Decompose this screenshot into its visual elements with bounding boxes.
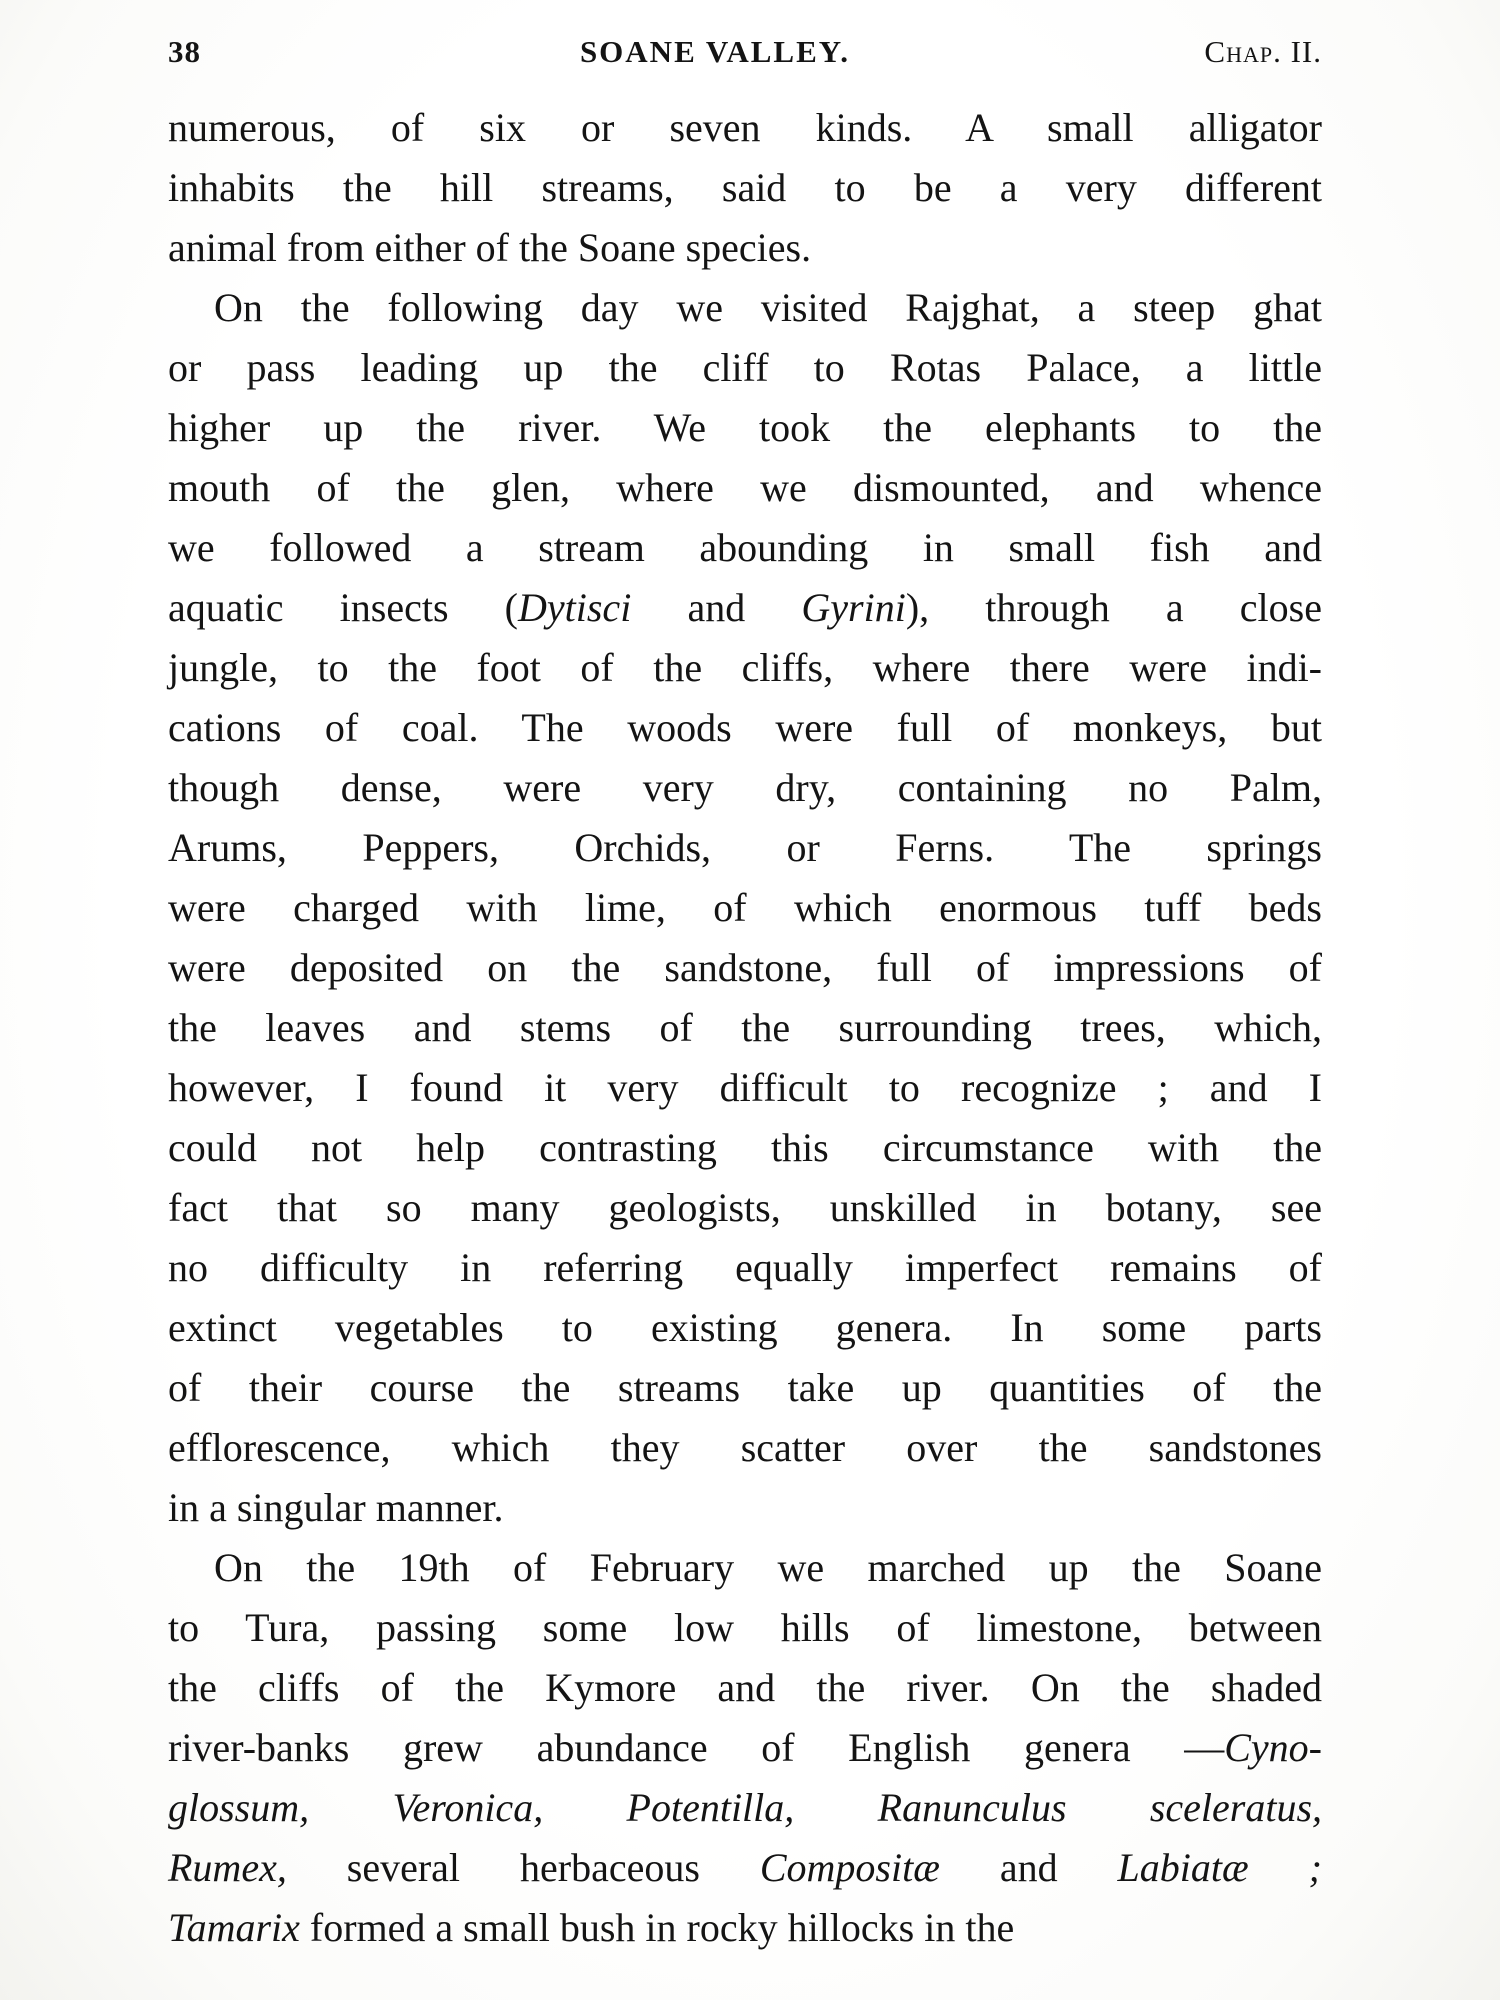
text-run: aquatic insects (	[168, 585, 518, 630]
italic-text-run: Potentilla,	[626, 1785, 795, 1830]
text-line	[168, 1898, 1322, 1958]
italic-text-run: Compositæ	[759, 1845, 940, 1890]
text-line	[168, 1178, 1322, 1238]
text-line	[168, 758, 1322, 818]
text-line	[168, 998, 1322, 1058]
text-run: jungle, to the foot of the cliffs, where there were indi-	[168, 645, 1322, 690]
text-line	[168, 1538, 1322, 1598]
text-line	[168, 458, 1322, 518]
text-run: extinct vegetables to existing genera. In some parts	[168, 1305, 1322, 1350]
text-run: were charged with lime, of which enormous tuff beds	[168, 885, 1322, 930]
text-run: and	[631, 585, 802, 630]
text-line	[168, 518, 1322, 578]
text-line	[168, 638, 1322, 698]
text-line	[168, 938, 1322, 998]
italic-text-run: Rumex,	[168, 1845, 287, 1890]
paragraph	[168, 1538, 1322, 1958]
text-run: cations of coal. The woods were full of monkeys, but	[168, 705, 1322, 750]
page-title: SOANE VALLEY.	[579, 34, 851, 69]
text-line	[168, 1058, 1322, 1118]
text-run: were deposited on the sandstone, full of impressions of	[168, 945, 1322, 990]
text-line	[168, 398, 1322, 458]
text-run: mouth of the glen, where we dismounted, and whence	[168, 465, 1322, 510]
text-line	[168, 1658, 1322, 1718]
text-line	[168, 98, 1322, 158]
text-run: several herbaceous	[286, 1845, 760, 1890]
text-run: ), through a close	[905, 585, 1322, 630]
italic-text-run: Veronica,	[392, 1785, 544, 1830]
text-line	[168, 878, 1322, 938]
italic-text-run: Tamarix	[168, 1905, 300, 1950]
text-run: animal from either of the Soane species.	[168, 225, 812, 270]
text-run: of their course the streams take up quantities of the	[168, 1365, 1322, 1410]
text-run: or pass leading up the cliff to Rotas Palace, a little	[168, 345, 1322, 390]
text-run: numerous, of six or seven kinds. A small alligator	[168, 105, 1322, 150]
text-run: and	[939, 1845, 1118, 1890]
text-run: we followed a stream abounding in small fish and	[168, 525, 1322, 570]
running-head	[168, 34, 1322, 70]
italic-text-run: Cyno-	[1224, 1725, 1322, 1770]
text-run: On the 19th of February we marched up the Soane	[214, 1545, 1322, 1590]
text-line	[168, 818, 1322, 878]
text-run: On the following day we visited Rajghat, a steep ghat	[214, 285, 1322, 330]
italic-text-run: Ranunculus sceleratus,	[877, 1785, 1323, 1830]
paragraph	[168, 98, 1322, 278]
text-line	[168, 218, 1322, 278]
text-run: to Tura, passing some low hills of limestone, between	[168, 1605, 1322, 1650]
italic-text-run: glossum,	[168, 1785, 310, 1830]
text-run: no difficulty in referring equally imperfect remains of	[168, 1245, 1322, 1290]
text-line	[168, 1418, 1322, 1478]
paragraph	[168, 278, 1322, 1538]
text-line	[168, 1118, 1322, 1178]
text-run: Arums, Peppers, Orchids, or Ferns. The springs	[168, 825, 1322, 870]
text-run: fact that so many geologists, unskilled in botany, see	[168, 1185, 1322, 1230]
text-line	[168, 1358, 1322, 1418]
text-run: inhabits the hill streams, said to be a very different	[168, 165, 1322, 210]
text-line	[168, 1598, 1322, 1658]
page-body	[168, 98, 1322, 1958]
text-run: could not help contrasting this circumstance with the	[168, 1125, 1322, 1170]
italic-text-run: Dytisci	[518, 585, 632, 630]
text-run: however, I found it very difficult to recognize ; and I	[168, 1065, 1322, 1110]
text-run	[543, 1785, 626, 1830]
text-run: the leaves and stems of the surrounding trees, which,	[168, 1005, 1322, 1050]
text-line	[168, 698, 1322, 758]
text-run	[794, 1785, 877, 1830]
text-line	[168, 1838, 1322, 1898]
italic-text-run: Gyrini	[801, 585, 906, 630]
text-line	[168, 578, 1322, 638]
text-line	[168, 1298, 1322, 1358]
text-run: higher up the river. We took the elephants to the	[168, 405, 1322, 450]
text-run	[309, 1785, 392, 1830]
text-line	[168, 1718, 1322, 1778]
text-line	[168, 1238, 1322, 1298]
text-line	[168, 1478, 1322, 1538]
text-run: in a singular manner.	[168, 1485, 504, 1530]
text-run: river-banks grew abundance of English genera —	[168, 1725, 1225, 1770]
text-line	[168, 278, 1322, 338]
text-line	[168, 338, 1322, 398]
page-number: 38	[168, 34, 201, 69]
text-run: the cliffs of the Kymore and the river. On the shaded	[168, 1665, 1322, 1710]
text-line	[168, 1778, 1322, 1838]
text-run: efflorescence, which they scatter over the sandstones	[168, 1425, 1322, 1470]
chapter-label: Chap. II.	[1204, 34, 1322, 69]
text-line	[168, 158, 1322, 218]
text-run: though dense, were very dry, containing no Palm,	[168, 765, 1322, 810]
text-run: formed a small bush in rocky hillocks in the	[299, 1905, 1015, 1950]
italic-text-run: Labiatæ ;	[1117, 1845, 1322, 1890]
